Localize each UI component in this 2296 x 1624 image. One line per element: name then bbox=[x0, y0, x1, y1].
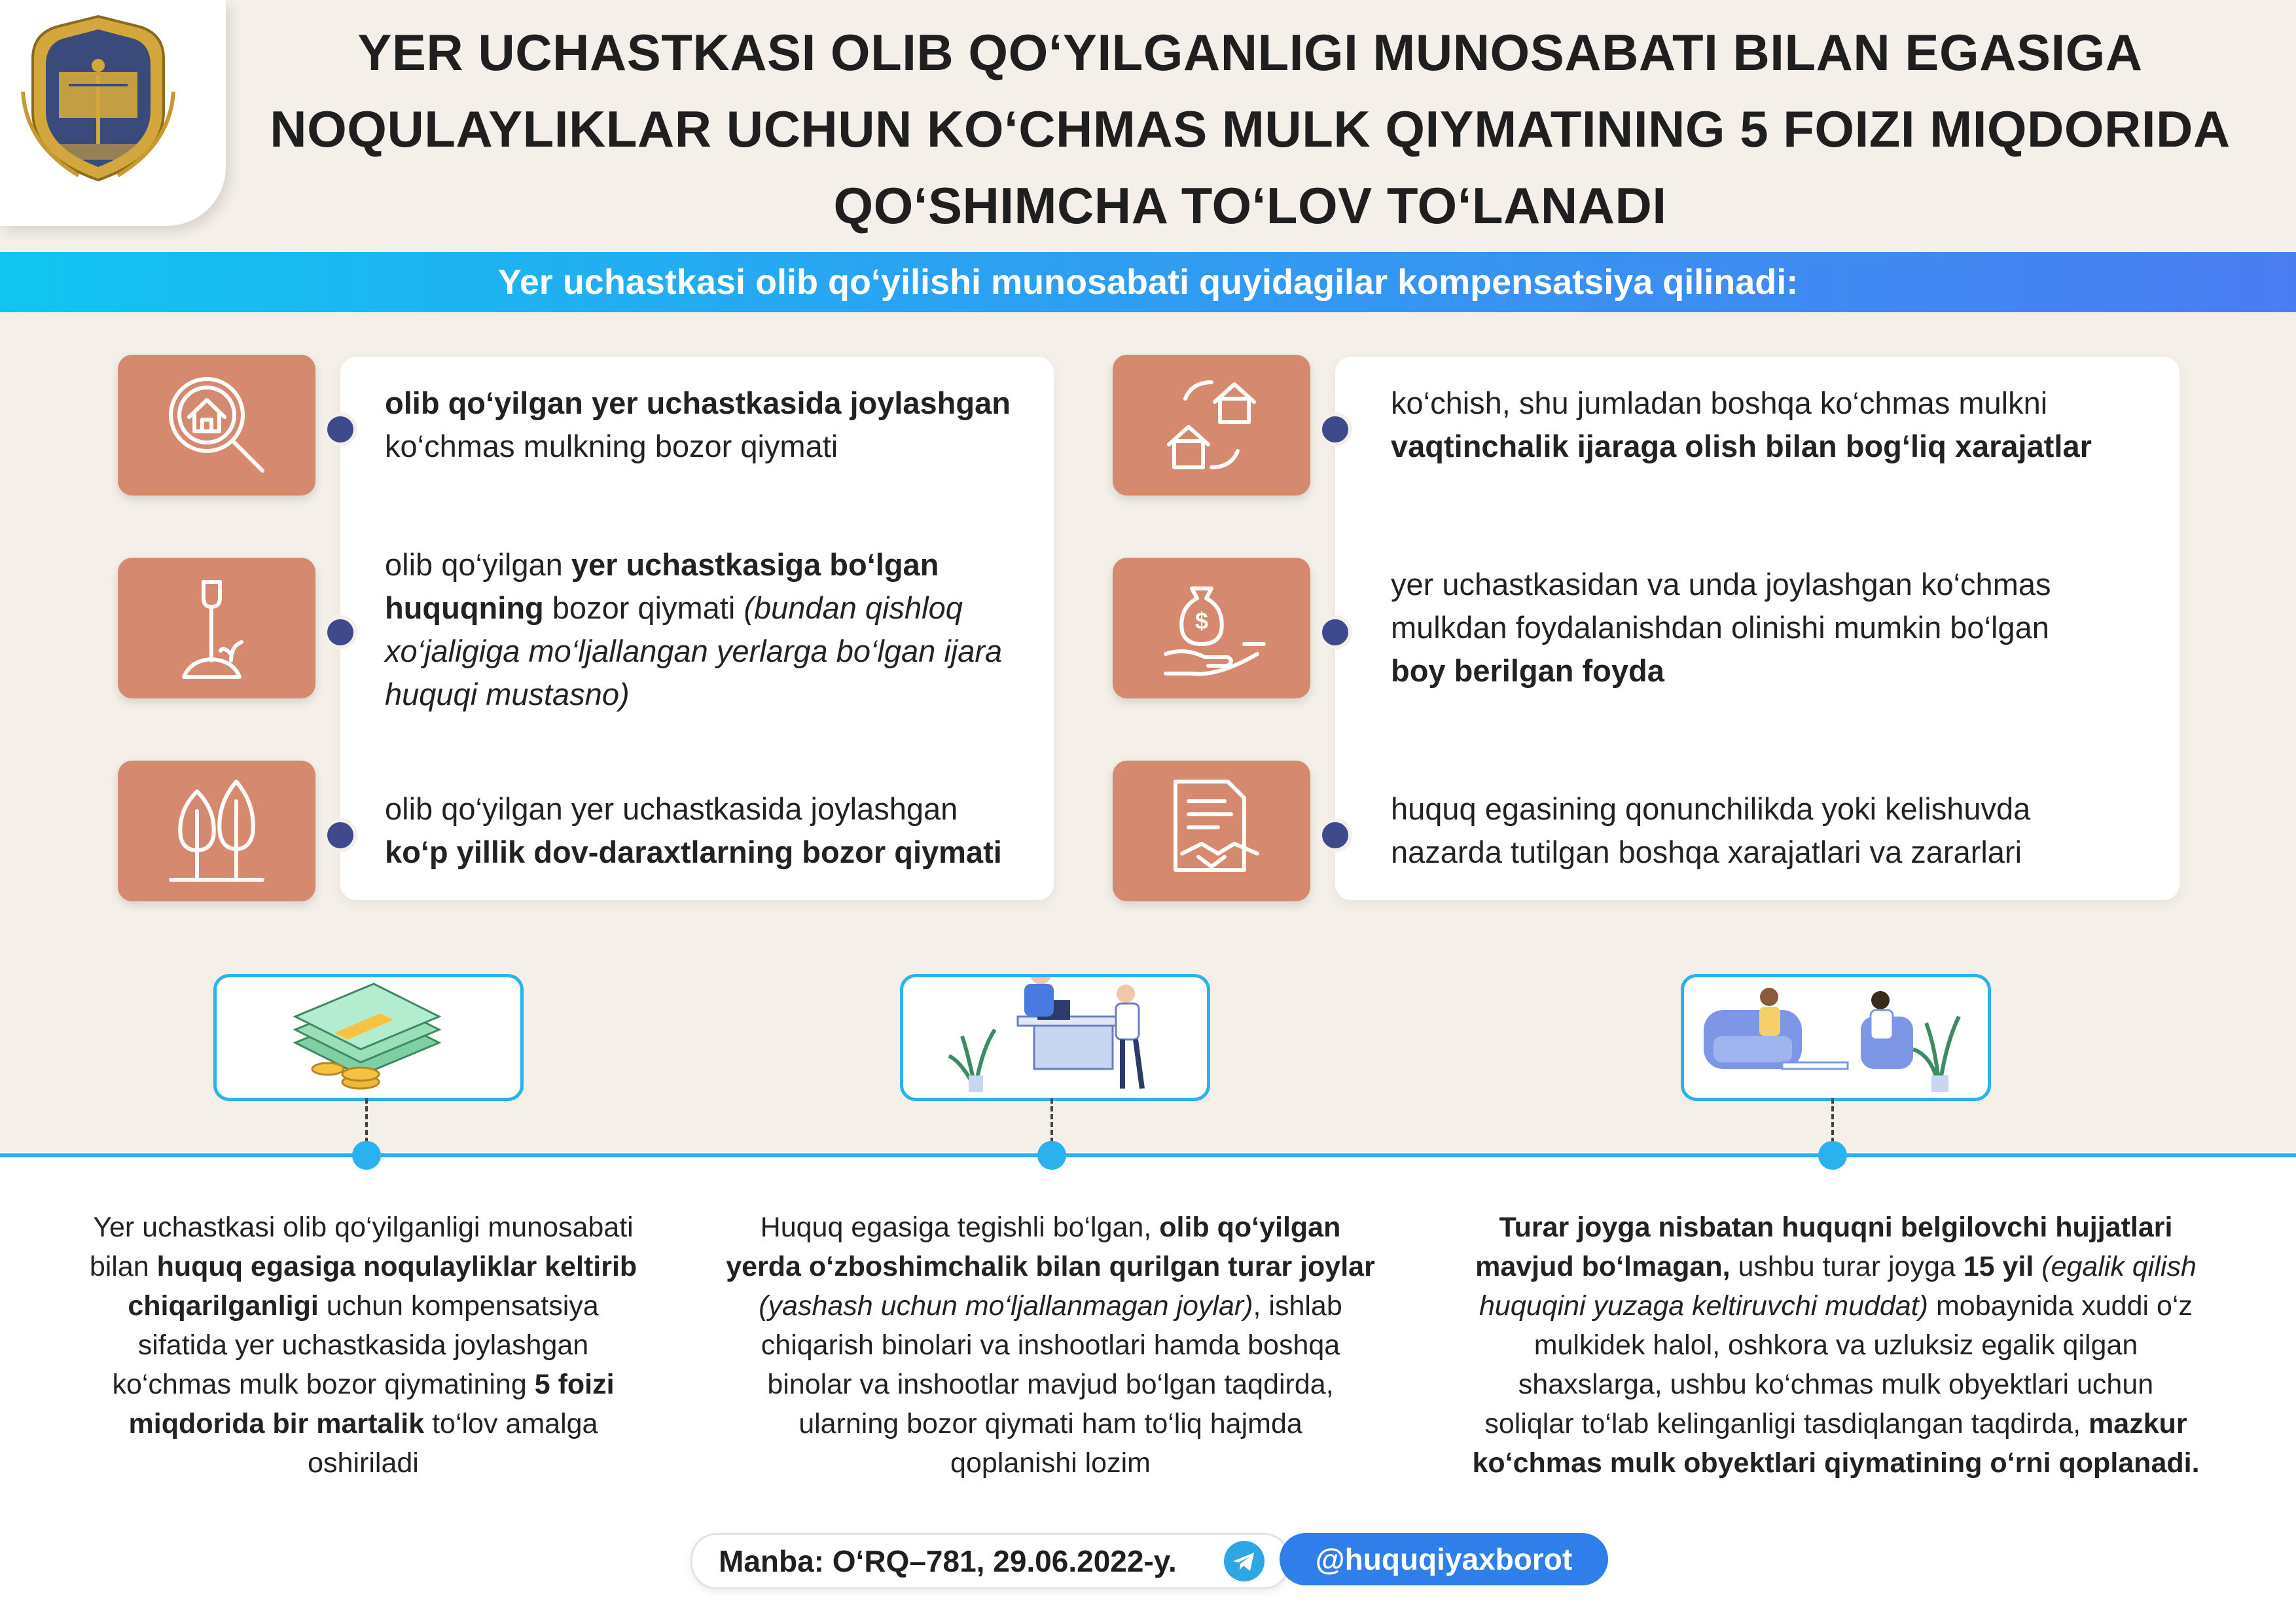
text-segment: (egalik qilish bbox=[2041, 1251, 2197, 1282]
tile-houses-exchange bbox=[1113, 355, 1310, 496]
title-line-3: QO‘SHIMCHA TO‘LOV TO‘LANADI bbox=[833, 177, 1667, 234]
living-room-meeting-icon bbox=[1684, 977, 1988, 1098]
tile-trees bbox=[118, 761, 315, 901]
text-segment: bilan bbox=[89, 1251, 157, 1282]
svg-text:$: $ bbox=[1194, 607, 1209, 634]
text-segment: shaxslarga, ushbu ko‘chmas mulk obyektlari uchun bbox=[1518, 1369, 2154, 1400]
item-dot bbox=[1318, 412, 1352, 446]
tile-house-search bbox=[118, 355, 315, 496]
text-segment: chiqarilganligi bbox=[128, 1290, 319, 1322]
item-dot bbox=[323, 412, 357, 446]
text-segment: (yashash uchun mo‘ljallanmagan joylar) bbox=[759, 1290, 1253, 1322]
logo-card bbox=[0, 0, 226, 226]
text-segment bbox=[2034, 1251, 2041, 1282]
text-segment: ushbu turar joyga bbox=[1730, 1251, 1964, 1282]
item-dot bbox=[1318, 818, 1352, 852]
text-segment: mulkidek halol, oshkora va uzluksiz egalik qilgan bbox=[1534, 1329, 2138, 1361]
text-segment: bozor qiymati bbox=[543, 590, 744, 625]
page-title bbox=[236, 14, 2265, 244]
column-text-self-built bbox=[697, 1208, 1404, 1483]
text-segment: ularning bozor qiymati ham to‘liq hajmda bbox=[798, 1408, 1302, 1439]
text-segment: olib qo‘yilgan yer uchastkasida joylashgan bbox=[385, 791, 958, 826]
text-segment: olib qo‘yilgan bbox=[385, 547, 571, 582]
money-bag-hand-icon bbox=[1153, 569, 1270, 687]
tile-money-bag-hand bbox=[1113, 558, 1310, 698]
text-segment: Huquq egasiga tegishli bo‘lgan, bbox=[760, 1212, 1160, 1243]
document-handshake-icon bbox=[1153, 772, 1270, 890]
text-segment: huquq egasiga noqulayliklar keltirib bbox=[156, 1251, 637, 1282]
text-segment: ko‘chish, shu jumladan boshqa ko‘chmas mulkni bbox=[1391, 386, 2048, 420]
text-segment: (bundan qishloq bbox=[744, 590, 963, 625]
illustration-box-money bbox=[213, 974, 524, 1101]
houses-exchange-icon bbox=[1153, 366, 1270, 484]
column-text-compensation bbox=[39, 1208, 687, 1483]
text-segment: ko‘p yillik dov-daraxtlarning bozor qiymati bbox=[385, 835, 1002, 869]
item-text-other-losses bbox=[1391, 787, 2176, 874]
ministry-emblem-icon bbox=[20, 13, 177, 183]
text-segment: oshiriladi bbox=[308, 1447, 419, 1479]
illustration-box-office bbox=[900, 974, 1210, 1101]
text-segment: boy berilgan foyda bbox=[1391, 653, 1664, 688]
text-segment: olib qo‘yilgan bbox=[1159, 1212, 1341, 1243]
title-line-2: NOQULAYLIKLAR UCHUN KO‘CHMAS MULK QIYMATINING 5 FOIZI MIQDORIDA bbox=[270, 100, 2231, 158]
timeline-dot bbox=[1818, 1141, 1847, 1170]
text-segment: Yer uchastkasi olib qo‘yilganligi munosabati bbox=[93, 1212, 634, 1243]
item-text-land-rights bbox=[385, 543, 1046, 716]
item-dot bbox=[323, 818, 357, 852]
item-dot bbox=[323, 615, 357, 649]
item-text-trees bbox=[385, 787, 1046, 874]
text-segment: ko‘chmas mulkning bozor qiymati bbox=[385, 429, 838, 463]
text-segment: , ishlab bbox=[1253, 1290, 1342, 1322]
section-banner: Yer uchastkasi olib qo‘yilishi munosabati quyidagilar kompensatsiya qilinadi: bbox=[0, 252, 2296, 312]
timeline-dot bbox=[352, 1141, 381, 1170]
trees-icon bbox=[158, 772, 276, 890]
column-text-no-documents bbox=[1414, 1208, 2258, 1483]
text-segment: soliqlar to‘lab kelinganligi tasdiqlangan taqdirda, bbox=[1484, 1408, 2089, 1439]
source-pill bbox=[691, 1533, 1290, 1589]
text-segment: to‘lov amalga bbox=[424, 1408, 598, 1439]
shovel-sprout-icon bbox=[158, 569, 276, 687]
money-stack-icon bbox=[217, 977, 520, 1098]
house-search-icon bbox=[158, 366, 276, 484]
text-segment: vaqtinchalik ijaraga olish bilan bog‘liq xarajatlar bbox=[1391, 429, 2092, 463]
text-segment: mazkur bbox=[2089, 1408, 2187, 1439]
text-segment: nazarda tutilgan boshqa xarajatlari va zararlari bbox=[1391, 835, 2022, 869]
text-segment: ko‘chmas mulk bozor qiymatining bbox=[112, 1369, 535, 1400]
text-segment: mulkdan foydalanishdan olinishi mumkin bo‘lgan bbox=[1391, 610, 2049, 645]
telegram-icon[interactable] bbox=[1224, 1541, 1265, 1581]
text-segment: uchun kompensatsiya bbox=[318, 1290, 599, 1322]
office-consultation-icon bbox=[903, 977, 1207, 1098]
text-segment: mavjud bo‘lmagan, bbox=[1475, 1251, 1731, 1282]
text-segment: Turar joyga nisbatan huquqni belgilovchi hujjatlari bbox=[1499, 1212, 2173, 1243]
tile-shovel-sprout bbox=[118, 558, 315, 698]
text-segment: ko‘chmas mulk obyektlari qiymatining o‘rni qoplanadi. bbox=[1472, 1447, 2200, 1479]
text-segment: chiqarish binolari va inshootlari hamda boshqa bbox=[761, 1329, 1340, 1361]
item-text-lost-profit bbox=[1391, 563, 2176, 693]
text-segment: huquqi mustasno) bbox=[385, 677, 630, 712]
timeline bbox=[0, 1153, 2296, 1157]
text-segment: olib qo‘yilgan yer uchastkasida joylashgan bbox=[385, 386, 1011, 420]
text-segment: mobaynida xuddi o‘z bbox=[1928, 1290, 2193, 1322]
telegram-handle-link[interactable]: @huquqiyaxborot bbox=[1280, 1533, 1608, 1585]
text-segment: yer uchastkasiga bo‘lgan bbox=[571, 547, 939, 582]
text-segment: binolar va inshootlar mavjud bo‘lgan taqdirda, bbox=[767, 1369, 1334, 1400]
title-line-1: YER UCHASTKASI OLIB QO‘YILGANLIGI MUNOSABATI BILAN EGASIGA bbox=[357, 24, 2143, 81]
illustration-box-living-room bbox=[1681, 974, 1991, 1101]
text-segment: yerda o‘zboshimchalik bilan qurilgan turar joylar bbox=[726, 1251, 1375, 1282]
text-segment: 15 yil bbox=[1963, 1251, 2034, 1282]
text-segment: huquq egasining qonunchilikda yoki kelishuvda bbox=[1391, 791, 2031, 826]
timeline-dot bbox=[1037, 1141, 1066, 1170]
text-segment: huquqning bbox=[385, 590, 544, 625]
source-text: Manba: O‘RQ–781, 29.06.2022-y. bbox=[719, 1544, 1177, 1578]
text-segment: yer uchastkasidan va unda joylashgan ko‘chmas bbox=[1391, 567, 2051, 602]
item-text-market-value bbox=[385, 382, 1046, 468]
text-segment: huquqini yuzaga keltiruvchi muddat) bbox=[1479, 1290, 1929, 1322]
tile-document-handshake bbox=[1113, 761, 1310, 901]
item-dot bbox=[1318, 615, 1352, 649]
text-segment: miqdorida bir martalik bbox=[128, 1408, 425, 1439]
text-segment: qoplanishi lozim bbox=[950, 1447, 1151, 1479]
item-text-relocation bbox=[1391, 382, 2176, 468]
text-segment: xo‘jaligiga mo‘ljallangan yerlarga bo‘lgan ijara bbox=[385, 634, 1003, 668]
text-segment: sifatida yer uchastkasida joylashgan bbox=[137, 1329, 589, 1361]
text-segment: 5 foizi bbox=[534, 1369, 615, 1400]
